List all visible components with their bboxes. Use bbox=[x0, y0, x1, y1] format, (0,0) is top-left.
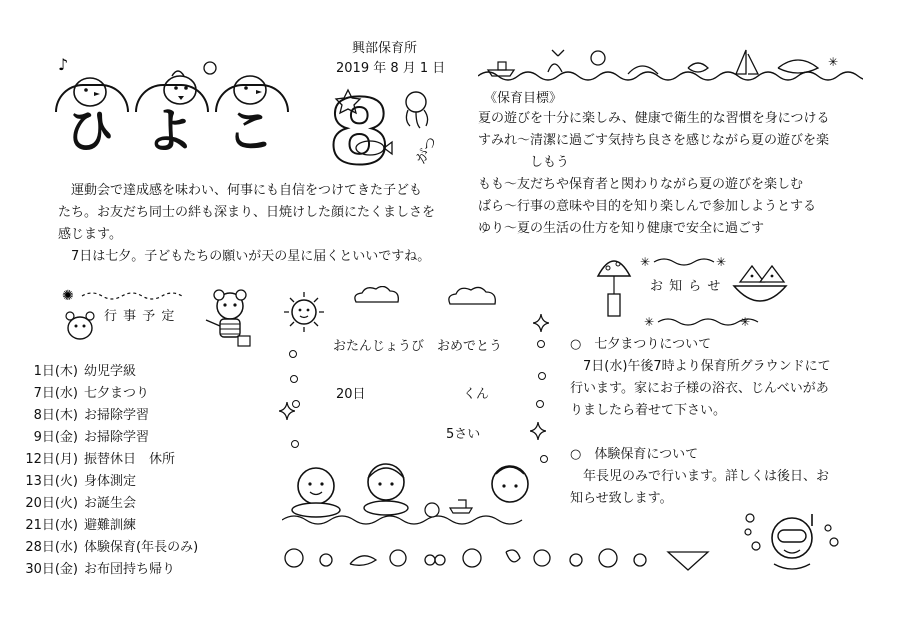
goal-line: ゆり～夏の生活の仕方を知り健康で安全に過ごす bbox=[478, 221, 765, 236]
schedule-row bbox=[18, 408, 149, 424]
birthday-heading: おたんじょうび おめでとう bbox=[333, 339, 503, 354]
sun-icon bbox=[276, 288, 332, 334]
watermelon-icon bbox=[730, 262, 790, 306]
schedule-date: 13日(火) bbox=[25, 474, 78, 489]
birthday-day: 20日 bbox=[336, 387, 366, 402]
bear-painting-icon bbox=[196, 288, 266, 350]
notice-line: 知らせ致します。 bbox=[570, 491, 673, 506]
goals-list bbox=[478, 108, 830, 240]
schedule-date: 20日(火) bbox=[25, 496, 78, 511]
schedule-date: 9日(金) bbox=[33, 430, 78, 445]
sea-border-icon bbox=[478, 42, 863, 86]
newsletter-title bbox=[50, 55, 295, 162]
svg-text:✳: ✳ bbox=[644, 315, 655, 329]
notice-item bbox=[570, 444, 829, 510]
schedule-event: 七夕まつり bbox=[84, 386, 150, 401]
notice-line: 年長児のみで行います。詳しくは後日、お bbox=[570, 469, 829, 484]
intro-paragraph bbox=[58, 180, 435, 268]
schedule-date: 28日(水) bbox=[25, 540, 78, 555]
title-char-1: ひ bbox=[65, 103, 114, 159]
schedule-date: 8日(木) bbox=[33, 408, 78, 423]
svg-text:✳: ✳ bbox=[740, 315, 751, 329]
schedule-date: 7日(水) bbox=[33, 386, 78, 401]
schedule-row bbox=[18, 386, 149, 402]
schedule-row bbox=[18, 496, 136, 512]
title-char-2: よ bbox=[145, 103, 194, 159]
birthday-age: 5さい bbox=[446, 427, 481, 442]
wind-chime-icon bbox=[590, 250, 640, 330]
notices-heading: お 知 ら せ bbox=[650, 279, 722, 294]
kids-swimming-icon bbox=[282, 452, 542, 530]
schedule-date: 12日(月) bbox=[25, 452, 78, 467]
goal-line: 夏の遊びを十分に楽しみ、健康で衛生的な習慣を身につける bbox=[478, 111, 830, 126]
goal-line: もも～友だちや保育者と関わりながら夏の遊びを楽しむ bbox=[478, 177, 804, 192]
intro-line: 感じます。 bbox=[58, 227, 122, 242]
month-numeral: 8 bbox=[328, 80, 391, 185]
schedule-event: 避難訓練 bbox=[84, 518, 137, 533]
svg-text:✺: ✺ bbox=[62, 288, 74, 304]
intro-line: たち。お友だち同士の絆も深まり、日焼けした顔にたくましさを bbox=[58, 205, 436, 220]
schedule-row bbox=[18, 452, 175, 468]
month-kana: がつ bbox=[412, 134, 441, 167]
schedule-row bbox=[18, 364, 136, 380]
schedule-row bbox=[18, 562, 175, 578]
notice-title: ○ 七夕まつりについて bbox=[570, 337, 712, 352]
title-char-3: こ bbox=[225, 103, 274, 159]
schedule-event: 幼児学級 bbox=[84, 364, 137, 379]
schedule-date: 21日(水) bbox=[25, 518, 78, 533]
cloud-icon bbox=[444, 286, 504, 308]
schedule-event: お誕生会 bbox=[84, 496, 137, 511]
svg-text:✳: ✳ bbox=[640, 255, 651, 269]
goal-line: ばら～行事の意味や目的を知り楽しんで参加しようとする bbox=[478, 199, 817, 214]
svg-text:✳: ✳ bbox=[716, 255, 727, 269]
notice-line: 7日(水)午後7時より保育所グラウンドにて bbox=[570, 359, 831, 374]
schedule-event: お布団持ち帰り bbox=[84, 562, 176, 577]
schedule-row bbox=[18, 518, 136, 534]
sparkle-icon bbox=[530, 422, 546, 440]
schedule-date: 1日(木) bbox=[33, 364, 78, 379]
schedule-event: 身体測定 bbox=[84, 474, 137, 489]
goal-line: しもう bbox=[478, 155, 570, 170]
schedule-row bbox=[18, 474, 136, 490]
birthday-child-suffix: くん bbox=[463, 387, 490, 402]
cloud-icon bbox=[350, 286, 406, 306]
diver-kid-icon bbox=[738, 506, 848, 576]
intro-line: 運動会で達成感を味わい、何事にも自信をつけてきた子ども bbox=[58, 183, 423, 198]
goal-line: すみれ～清潔に過ごす気持ち良さを感じながら夏の遊びを楽 bbox=[478, 133, 830, 148]
svg-text:♪: ♪ bbox=[58, 55, 69, 74]
schedule-row bbox=[18, 540, 198, 556]
notice-line: 行います。家にお子様の浴衣、じんべいがあ bbox=[570, 381, 829, 396]
schedule-row bbox=[18, 430, 149, 446]
notice-item bbox=[570, 334, 831, 422]
intro-line: 7日は七夕。子どもたちの願いが天の星に届くといいですね。 bbox=[58, 249, 431, 264]
sparkle-icon bbox=[533, 314, 549, 332]
fruit-border-icon bbox=[280, 540, 720, 574]
sparkle-icon bbox=[279, 402, 295, 420]
goals-heading: 《保育目標》 bbox=[484, 91, 563, 106]
school-name: 興部保育所 bbox=[352, 41, 418, 56]
schedule-heading: 行 事 予 定 bbox=[104, 309, 176, 324]
issue-date: 2019 年 8 月 1 日 bbox=[336, 61, 446, 76]
schedule-date: 30日(金) bbox=[25, 562, 78, 577]
notice-title: ○ 体験保育について bbox=[570, 447, 699, 462]
schedule-event: 振替休日 休所 bbox=[84, 452, 176, 467]
schedule-event: 体験保育(年長のみ) bbox=[84, 540, 199, 555]
schedule-event: お掃除学習 bbox=[84, 430, 150, 445]
notice-line: りましたら着せて下さい。 bbox=[570, 403, 727, 418]
schedule-event: お掃除学習 bbox=[84, 408, 150, 423]
svg-text:✳: ✳ bbox=[828, 55, 839, 69]
